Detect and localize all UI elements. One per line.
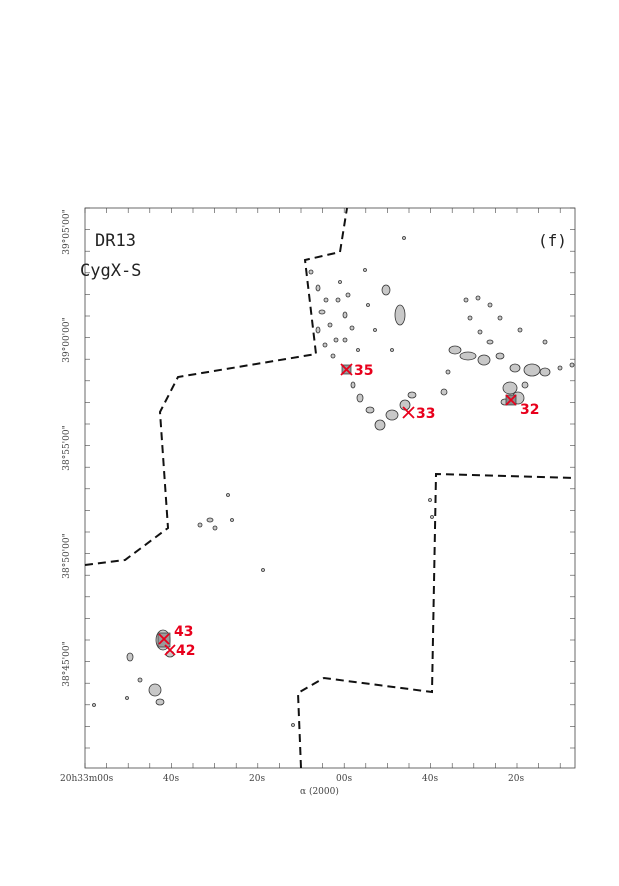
emission-clump — [346, 293, 350, 297]
emission-clump — [339, 281, 342, 284]
emission-clump — [149, 684, 161, 696]
emission-clump — [323, 343, 327, 347]
y-tick-label: 39°00'00" — [62, 317, 72, 363]
emission-clump — [331, 354, 335, 358]
emission-clump — [446, 370, 450, 374]
emission-clump — [213, 526, 217, 530]
emission-clump — [476, 296, 480, 300]
emission-clump — [478, 355, 490, 365]
emission-clump — [403, 237, 406, 240]
source-label-32: 32 — [520, 402, 540, 418]
emission-clump — [522, 382, 528, 388]
x-tick-label: 00s — [336, 774, 353, 784]
y-tick-label: 38°45'00" — [62, 641, 72, 687]
emission-clump — [395, 305, 405, 325]
emission-clump — [336, 298, 340, 302]
source-label-35: 35 — [354, 363, 374, 379]
y-tick-label: 38°50'00" — [62, 533, 72, 579]
emission-clump — [375, 420, 385, 430]
emission-clump — [343, 312, 347, 318]
emission-clump — [231, 519, 234, 522]
emission-clump — [487, 340, 493, 344]
emission-clump — [93, 704, 96, 707]
emission-clump — [441, 389, 447, 395]
emission-clump — [316, 327, 320, 333]
emission-clump — [227, 494, 230, 497]
emission-clump — [540, 368, 550, 376]
emission-clump — [207, 518, 213, 522]
emission-clump — [374, 329, 377, 332]
emission-clump — [334, 338, 338, 342]
emission-clump — [309, 270, 313, 274]
subregion-label: CygX-S — [80, 261, 142, 281]
emission-clump — [558, 366, 562, 370]
plot-frame — [85, 208, 575, 768]
emission-clump — [431, 516, 434, 519]
emission-clump — [366, 407, 374, 413]
emission-clump — [292, 724, 295, 727]
x-tick-label: 20s — [508, 774, 525, 784]
emission-clump — [357, 349, 360, 352]
emission-clump — [503, 382, 517, 394]
emission-clump — [316, 285, 320, 291]
emission-clump — [478, 330, 482, 334]
emission-clump — [488, 303, 492, 307]
emission-clump — [429, 499, 432, 502]
region-label: DR13 — [95, 231, 136, 251]
emission-clump — [351, 382, 355, 388]
emission-clump — [127, 653, 133, 661]
emission-clump — [524, 364, 540, 376]
survey-boundary-bottom — [298, 474, 575, 768]
frame-ticks — [85, 208, 575, 768]
emission-clump — [350, 326, 354, 330]
emission-clump — [496, 353, 504, 359]
emission-clump — [498, 316, 502, 320]
emission-clump — [386, 410, 398, 420]
emission-clump — [319, 310, 325, 314]
emission-clump — [357, 394, 363, 402]
emission-clump — [156, 699, 164, 705]
emission-contours — [93, 237, 575, 727]
emission-clump — [367, 304, 370, 307]
emission-clump — [126, 697, 129, 700]
emission-clump — [343, 338, 347, 342]
emission-clump — [198, 523, 202, 527]
emission-clump — [382, 285, 390, 295]
y-tick-label: 38°55'00" — [62, 425, 72, 471]
panel-letter: (f) — [538, 231, 567, 250]
emission-clump — [570, 363, 574, 367]
x-tick-label: 20s — [249, 774, 266, 784]
source-label-43: 43 — [174, 624, 194, 640]
emission-clump — [324, 298, 328, 302]
source-label-42: 42 — [176, 643, 196, 659]
emission-clump — [464, 298, 468, 302]
x-tick-label: 40s — [422, 774, 439, 784]
emission-clump — [328, 323, 332, 327]
emission-clump — [518, 328, 522, 332]
emission-clump — [460, 352, 476, 360]
x-tick-label: 20h33m00s — [60, 774, 114, 784]
emission-clump — [408, 392, 416, 398]
x-tick-label: 40s — [163, 774, 180, 784]
y-tick-label: 39°05'00" — [62, 209, 72, 255]
emission-clump — [391, 349, 394, 352]
source-label-33: 33 — [416, 406, 436, 422]
emission-clump — [138, 678, 142, 682]
emission-clump — [262, 569, 265, 572]
emission-clump — [449, 346, 461, 354]
emission-clump — [468, 316, 472, 320]
emission-clump — [510, 364, 520, 372]
emission-clump — [543, 340, 547, 344]
x-axis-label: α (2000) — [300, 787, 339, 797]
source-marker-35 — [341, 363, 373, 379]
emission-clump — [364, 269, 367, 272]
